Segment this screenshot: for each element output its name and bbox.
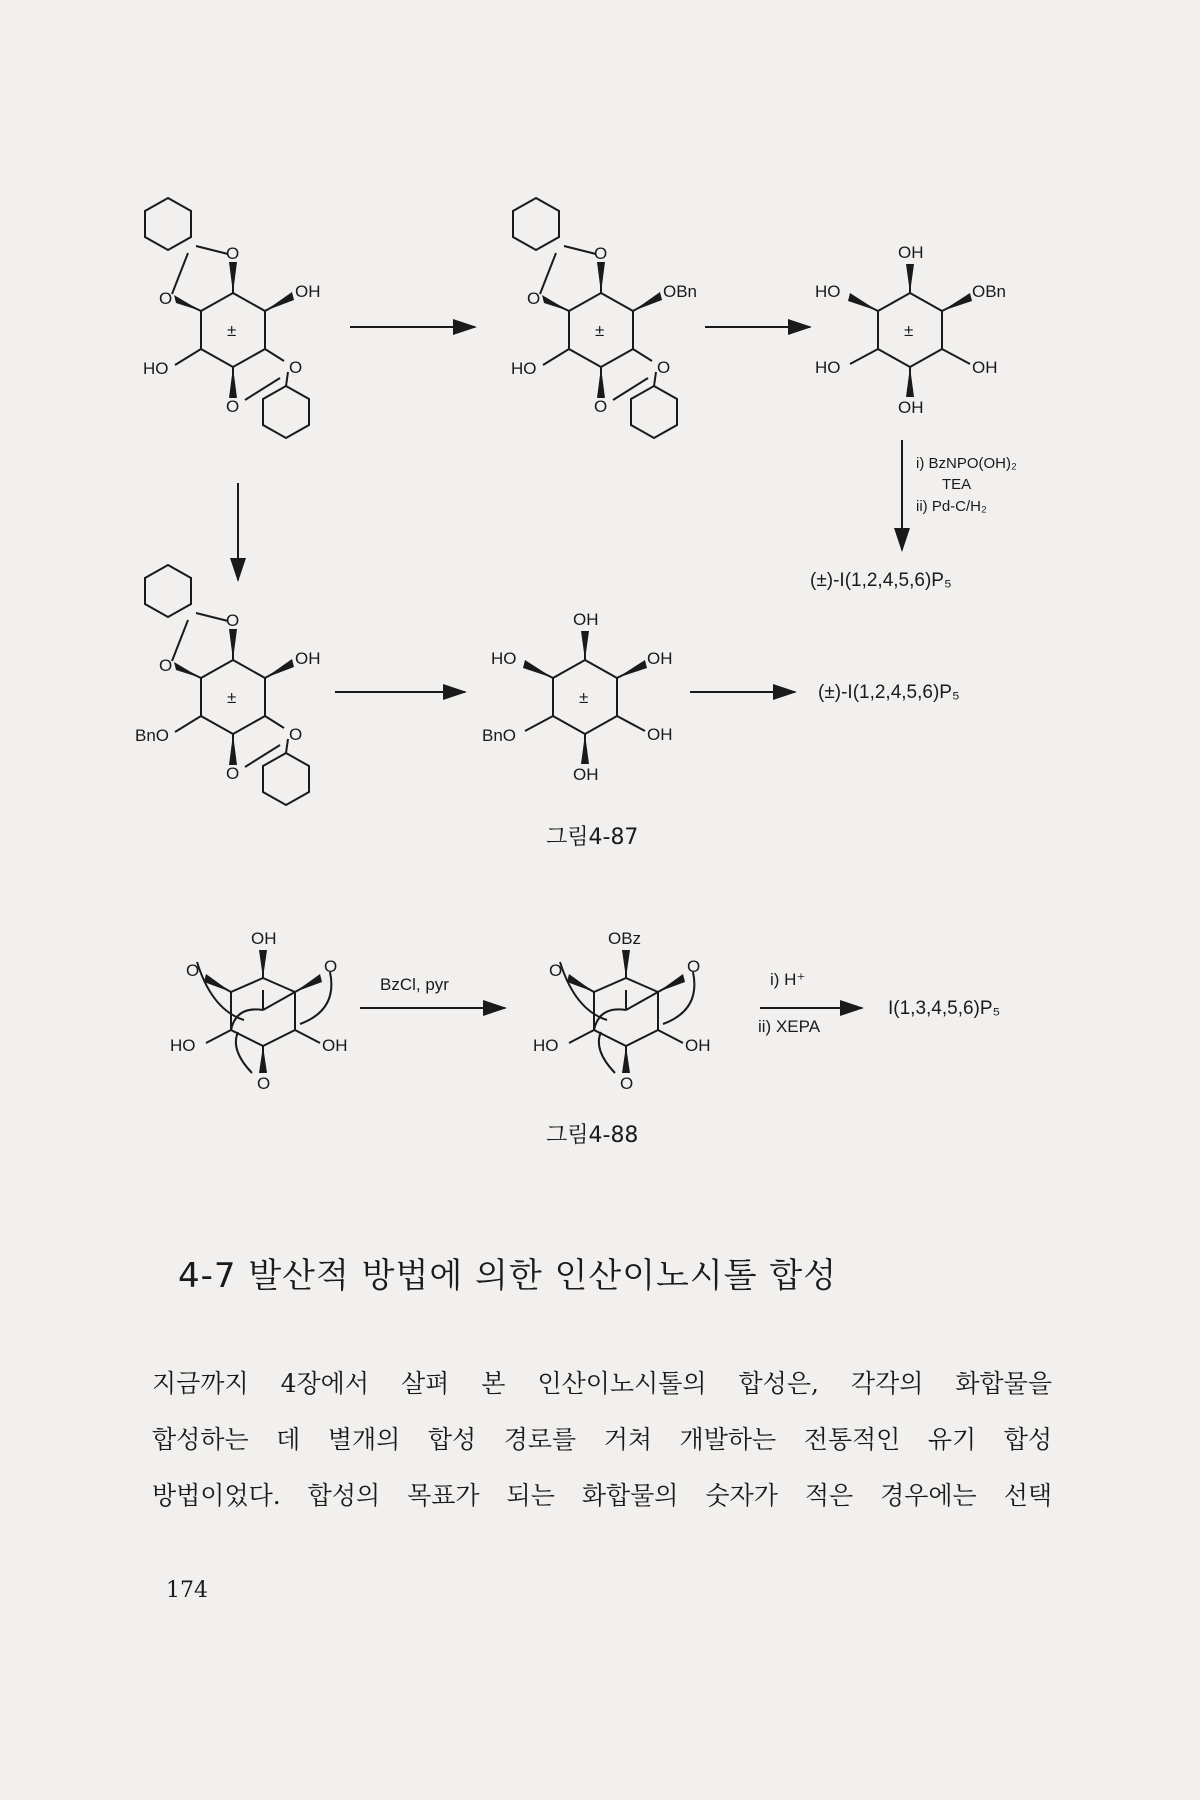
product-1: (±)-I(1,2,4,5,6)P₅	[810, 570, 952, 591]
label-c-oh-right: OH	[972, 358, 998, 377]
label-f-o-left: O	[186, 961, 200, 980]
compound-b-labels	[511, 244, 697, 416]
label-d-o1: O	[226, 611, 240, 630]
reagent-g-2: ii) XEPA	[758, 1017, 821, 1036]
label-f-oh: OH	[251, 929, 277, 948]
product-3: I(1,3,4,5,6)P₅	[888, 998, 1001, 1019]
label-b-o1: O	[594, 244, 608, 263]
label-d-bno: BnO	[135, 726, 170, 745]
label-a-o3: O	[289, 358, 303, 377]
label-c-ho-left: HO	[815, 282, 841, 301]
reagents-c	[916, 455, 1017, 515]
reagent-g-1: i) H⁺	[770, 970, 806, 989]
label-c-ho-bottom: HO	[815, 358, 841, 377]
page-number: 174	[166, 1578, 208, 1603]
section-heading: 4-7 발산적 방법에 의한 인산이노시톨 합성	[178, 1256, 838, 1296]
label-e-bno: BnO	[482, 726, 517, 745]
label-b-ho: HO	[511, 359, 537, 378]
label-a-ho: HO	[143, 359, 169, 378]
label-a-o2: O	[159, 289, 173, 308]
label-e-oh-right: OH	[647, 649, 673, 668]
label-a-oh: OH	[295, 282, 321, 301]
label-a-o1: O	[226, 244, 240, 263]
body-line-3: 방법이었다. 합성의 목표가 되는 화합물의 숫자가 적은 경우에는 선택	[152, 1481, 1052, 1510]
label-f-o-right: O	[324, 957, 338, 976]
body-line-2: 합성하는 데 별개의 합성 경로를 거쳐 개발하는 전통적인 유기 합성	[152, 1425, 1052, 1454]
body-line-1: 지금까지 4장에서 살펴 본 인산이노시톨의 합성은, 각각의 화합물을	[152, 1369, 1052, 1398]
label-g-oh-right: OH	[685, 1036, 711, 1055]
label-b-obn: OBn	[663, 282, 698, 301]
label-e-oh-bottom: OH	[573, 765, 599, 784]
label-b-racemic: ±	[595, 321, 605, 340]
label-f-ho: HO	[170, 1036, 196, 1055]
reagent-c-3: ii) Pd-C/H₂	[916, 498, 987, 515]
label-c-oh-top: OH	[898, 243, 924, 262]
label-b-o3: O	[657, 358, 671, 377]
label-e-ho-left: HO	[491, 649, 517, 668]
product-2: (±)-I(1,2,4,5,6)P₅	[818, 682, 960, 703]
label-g-ho: HO	[533, 1036, 559, 1055]
label-f-o-bottom: O	[257, 1074, 271, 1093]
label-g-o-bottom: O	[620, 1074, 634, 1093]
label-b-o4: O	[594, 397, 608, 416]
label-c-racemic: ±	[904, 321, 914, 340]
label-a-racemic: ±	[227, 321, 237, 340]
label-c-obn: OBn	[972, 282, 1007, 301]
label-c-oh-bottom: OH	[898, 398, 924, 417]
label-b-o2: O	[527, 289, 541, 308]
label-g-obz: OBz	[608, 929, 642, 948]
reagent-c-1: i) BzNPO(OH)₂	[916, 455, 1017, 472]
label-d-o2: O	[159, 656, 173, 675]
label-g-o-left: O	[549, 961, 563, 980]
label-f-oh-right: OH	[322, 1036, 348, 1055]
figure-caption-4-88: 그림4-88	[546, 1123, 639, 1148]
label-e-racemic: ±	[579, 688, 589, 707]
label-d-racemic: ±	[227, 688, 237, 707]
figure-caption-4-87: 그림4-87	[546, 825, 639, 850]
compound-e-labels	[482, 610, 673, 784]
label-d-oh: OH	[295, 649, 321, 668]
reagent-f-to-g: BzCl, pyr	[380, 975, 449, 994]
label-d-o4: O	[226, 764, 240, 783]
reagent-c-2: TEA	[942, 476, 972, 493]
label-a-o4: O	[226, 397, 240, 416]
label-e-oh-top: OH	[573, 610, 599, 629]
label-d-o3: O	[289, 725, 303, 744]
body-paragraph	[152, 1356, 1052, 1524]
label-g-o-right: O	[687, 957, 701, 976]
label-e-oh-lower-right: OH	[647, 725, 673, 744]
